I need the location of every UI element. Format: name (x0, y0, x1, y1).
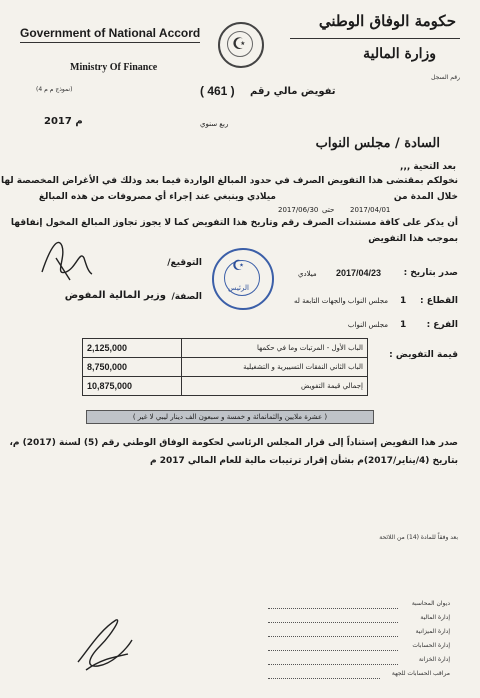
distribution-line (268, 664, 398, 666)
distribution-line (268, 608, 398, 610)
government-name-en: Government of National Accord (20, 26, 201, 40)
issue-date: 2017/04/23 (336, 268, 382, 278)
amount-value: 2,125,000 (83, 339, 182, 358)
date-to: 2017/06/30 (278, 206, 319, 214)
authorization-title: تفويض مالي رقم (250, 86, 336, 97)
until-label: حتى (322, 206, 335, 214)
ministry-name-en: Ministry Of Finance (70, 62, 158, 73)
period-label: خلال المدة من (393, 192, 458, 202)
distribution-item: إدارة الخزانة (418, 656, 450, 663)
header-rule-left (20, 42, 200, 43)
form-number: (نموذج م م 4) (36, 86, 73, 93)
document-year: 2017 م (44, 116, 83, 127)
signature-label: التوقيع/ (167, 258, 202, 268)
amount-total: 10,875,000 (83, 377, 182, 396)
decree-line-2: بتاريخ (4/يناير/2017)م بشأن إقرار ترتيبات مالية للعام المالي 2017 م (149, 456, 458, 466)
distribution-item: إدارة الميزانية (415, 628, 450, 635)
minister-signature (36, 228, 96, 288)
distribution-item: إدارة الحسابات (412, 642, 450, 649)
body-line-3: أن يذكر على كافة مستندات الصرف رقم وتاريخ هذا التفويض كما لا يجوز تجاوز المبالغ المخول إنفاقها (10, 218, 458, 228)
signatory-title: وزير المالية المفوض (64, 290, 166, 301)
branch-number: 1 (400, 320, 407, 330)
issue-date-label: صدر بتاريخ : (403, 268, 458, 278)
branch-name: مجلس النواب (347, 321, 388, 329)
amounts-table (82, 338, 368, 396)
branch-label: الفرع : (426, 320, 458, 330)
body-line-2-tail: ميلادي وينبغي عند إجراء أي مصروفات من هذه المبالغ (38, 192, 276, 202)
bottom-signature (70, 610, 140, 680)
header-rule-right (290, 38, 460, 39)
distribution-line (268, 678, 380, 680)
table-row (83, 377, 368, 396)
government-name-ar: حكومة الوفاق الوطني (318, 12, 456, 30)
issue-date-suffix: ميلادي (298, 270, 317, 278)
sector-name: مجلس النواب والجهات التابعة له (294, 297, 388, 305)
date-from: 2017/04/01 (350, 206, 391, 214)
distribution-item: مراقب الحسابات للجهة (391, 670, 450, 677)
amount-label: قيمة التفويض : (389, 350, 458, 360)
decree-line-1: صدر هذا التفويض إستناداً إلى قرار المجلس الرئاسي لحكومة الوفاق الوطني رقم (5) لسنة (2017) م، (9, 438, 458, 448)
amount-item: الباب الثاني النفقات التسييرية و التشغيلية (182, 358, 368, 377)
body-line-1: نخولكم بمقتضى هذا التفويض الصرف في حدود المبالغ الواردة فيما بعد وذلك في الأغراض المخصصة لها (0, 176, 458, 186)
sector-number: 1 (400, 296, 407, 306)
title-label: الصفة/ (171, 292, 202, 302)
addressee: السادة / مجلس النواب (315, 136, 440, 151)
ministry-name-ar: وزارة المالية (363, 46, 436, 62)
sector-label: القطاع : (420, 296, 458, 306)
body-line-4: بموجب هذا التفويض (368, 234, 458, 244)
quarter-label: ربع سنوي (200, 120, 229, 128)
reg-no-label: رقم السجل (431, 74, 460, 81)
distribution-item: ديوان المحاسبة (411, 600, 450, 607)
authorization-number: ( 461 ) (200, 84, 235, 98)
amount-in-words: ( عشرة ملايين والثمانمائة و خمسة و سبعون الف دينار ليبي لا غير ) (86, 410, 374, 424)
table-row (83, 339, 368, 358)
distribution-item: إدارة المالية (420, 614, 450, 621)
distribution-line (268, 650, 398, 652)
amount-value: 8,750,000 (83, 358, 182, 377)
amount-item: الباب الأول - المرتبات وما في حكمها (182, 339, 368, 358)
distribution-line (268, 622, 398, 624)
table-row (83, 358, 368, 377)
article-note: بعد وفقاً للمادة (14) من اللائحة (379, 534, 458, 541)
stamp-crescent-icon: ☪ (232, 258, 245, 274)
crescent-star-icon: ☪ (232, 34, 247, 53)
distribution-line (268, 636, 398, 638)
greeting: بعد التحية ,,, (400, 162, 456, 172)
stamp-text: الرئيس (228, 284, 249, 292)
amount-total-label: إجمالي قيمة التفويض (182, 377, 368, 396)
